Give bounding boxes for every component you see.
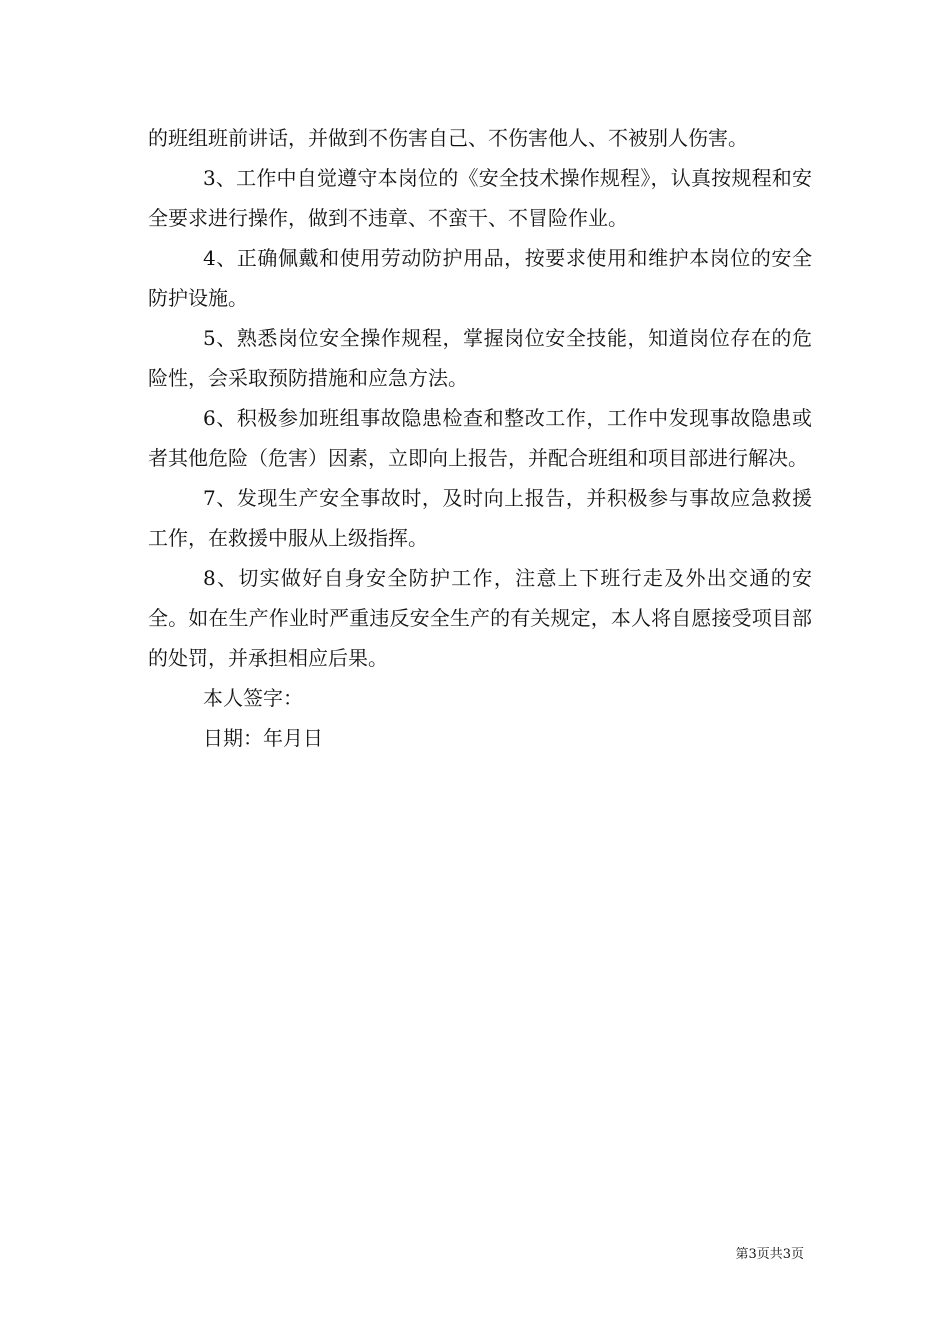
paragraph-item-4: 4、正确佩戴和使用劳动防护用品，按要求使用和维护本岗位的安全防护设施。 <box>148 246 812 310</box>
date-label: 日期：年月日 <box>203 726 323 750</box>
paragraph-item-7: 7、发现生产安全事故时，及时向上报告，并积极参与事故应急救援工作，在救援中服从上级指挥。 <box>148 486 812 550</box>
paragraph-item-6: 6、积极参加班组事故隐患检查和整改工作，工作中发现事故隐患或者其他危险（危害）因素，立即向上报告，并配合班组和项目部进行解决。 <box>148 406 812 470</box>
paragraph-continuation: 的班组班前讲话，并做到不伤害自己、不伤害他人、不被别人伤害。 <box>148 126 748 150</box>
page-number-footer: 第3页共3页 <box>735 1247 804 1262</box>
paragraph-item-3: 3、工作中自觉遵守本岗位的《安全技术操作规程》，认真按规程和安全要求进行操作，做到不违章、不蛮干、不冒险作业。 <box>148 166 812 230</box>
document-body <box>148 118 812 758</box>
paragraph-item-8: 8、切实做好自身安全防护工作，注意上下班行走及外出交通的安全。如在生产作业时严重违反安全生产的有关规定，本人将自愿接受项目部的处罚，并承担相应后果。 <box>148 566 812 670</box>
paragraph-item-5: 5、熟悉岗位安全操作规程，掌握岗位安全技能，知道岗位存在的危险性，会采取预防措施和应急方法。 <box>148 326 812 390</box>
signature-label: 本人签字： <box>203 686 303 710</box>
